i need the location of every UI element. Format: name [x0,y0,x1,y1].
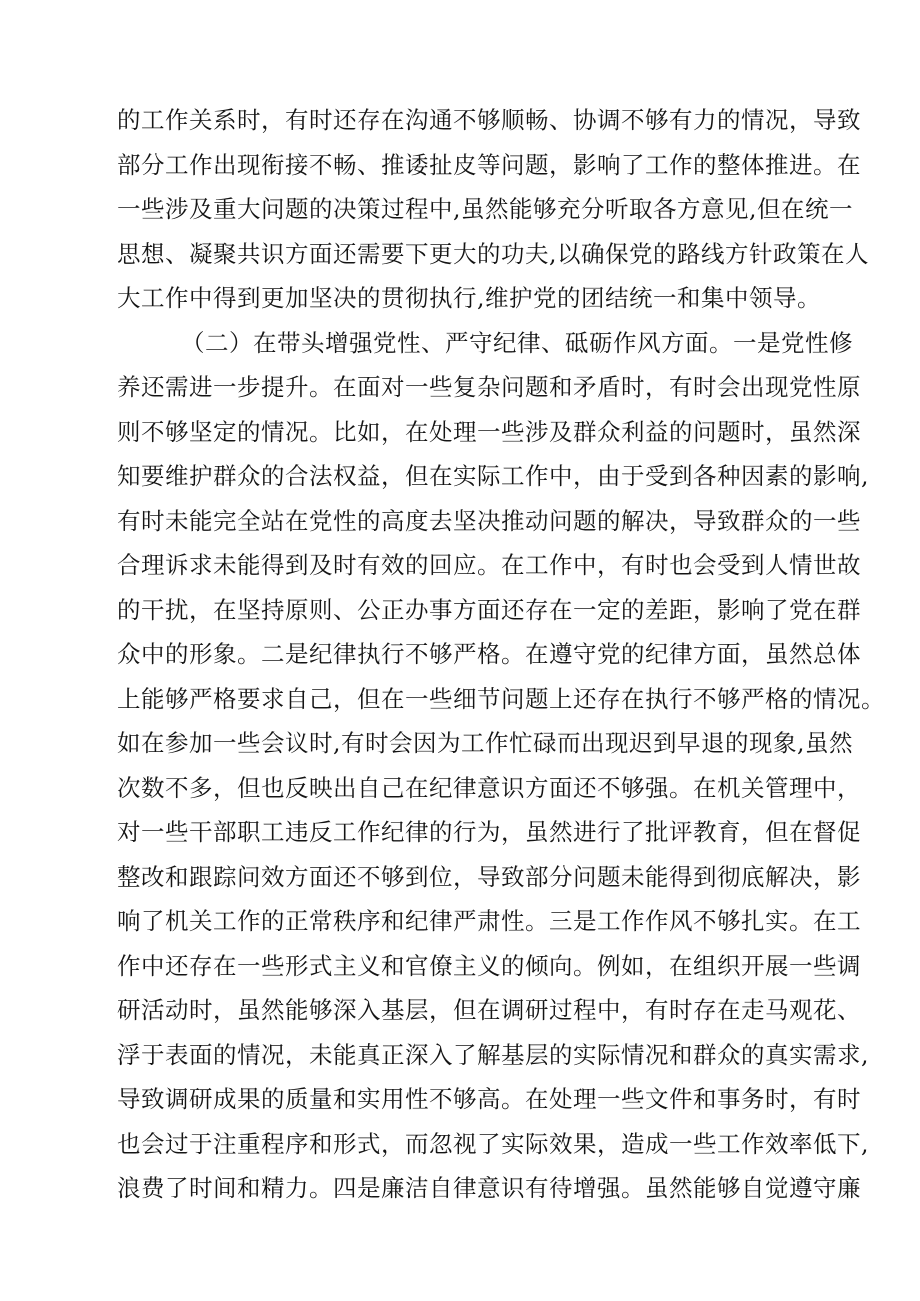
text-line: 也会过于注重程序和形式，而忽视了实际效果，造成一些工作效率低下, [117,1129,869,1158]
body-text [117,98,885,1211]
text-line: 如在参加一些会议时,有时会因为工作忙碌而出现迟到早退的现象,虽然 [117,729,853,757]
text-line: 知要维护群众的合法权益，但在实际工作中，由于受到各种因素的影响, [117,462,869,490]
text-line: 上能够严格要求自己，但在一些细节问题上还存在执行不够严格的情况。 [117,684,885,713]
text-line: 合理诉求未能得到及时有效的回应。在工作中，有时也会受到人情世故 [117,551,861,579]
section-heading-line: （二）在带头增强党性、严守纪律、砥砺作风方面。一是党性修 [181,328,853,357]
text-line: 有时未能完全站在党性的高度去坚决推动问题的解决，导致群众的一些 [117,506,861,535]
text-line: 作中还存在一些形式主义和官僚主义的倾向。例如，在组织开展一些调 [117,951,861,980]
text-line: 整改和跟踪问效方面还不够到位，导致部分问题未能得到彻底解决，影 [117,862,861,891]
text-line: 大工作中得到更加坚决的贯彻执行,维护党的团结统一和集中领导。 [117,284,821,312]
text-line: 次数不多，但也反映出自己在纪律意识方面还不够强。在机关管理中， [117,773,861,802]
text-line: 的干扰，在坚持原则、公正办事方面还存在一定的差距，影响了党在群 [117,595,861,624]
text-line: 一些涉及重大问题的决策过程中,虽然能够充分听取各方意见,但在统一 [117,195,853,223]
text-line: 导致调研成果的质量和实用性不够高。在处理一些文件和事务时，有时 [117,1085,861,1113]
text-line: 则不够坚定的情况。比如，在处理一些涉及群众利益的问题时，虽然深 [117,417,861,446]
text-line: 部分工作出现衔接不畅、推诿扯皮等问题，影响了工作的整体推进。在 [117,150,861,179]
text-line: 思想、凝聚共识方面还需要下更大的功夫,以确保党的路线方针政策在人 [117,239,869,268]
text-line: 养还需进一步提升。在面对一些复杂问题和矛盾时，有时会出现党性原 [117,373,861,401]
text-line: 响了机关工作的正常秩序和纪律严肃性。三是工作作风不够扎实。在工 [117,907,861,935]
text-line: 众中的形象。二是纪律执行不够严格。在遵守党的纪律方面，虽然总体 [117,640,861,668]
text-line: 的工作关系时，有时还存在沟通不够顺畅、协调不够有力的情况，导致 [117,106,861,134]
text-line: 浪费了时间和精力。四是廉洁自律意识有待增强。虽然能够自觉遵守廉 [117,1174,861,1202]
text-line: 研活动时，虽然能够深入基层，但在调研过程中，有时存在走马观花、 [117,996,861,1024]
text-line: 对一些干部职工违反工作纪律的行为，虽然进行了批评教育，但在督促 [117,818,861,846]
text-line: 浮于表面的情况，未能真正深入了解基层的实际情况和群众的真实需求, [117,1040,869,1069]
